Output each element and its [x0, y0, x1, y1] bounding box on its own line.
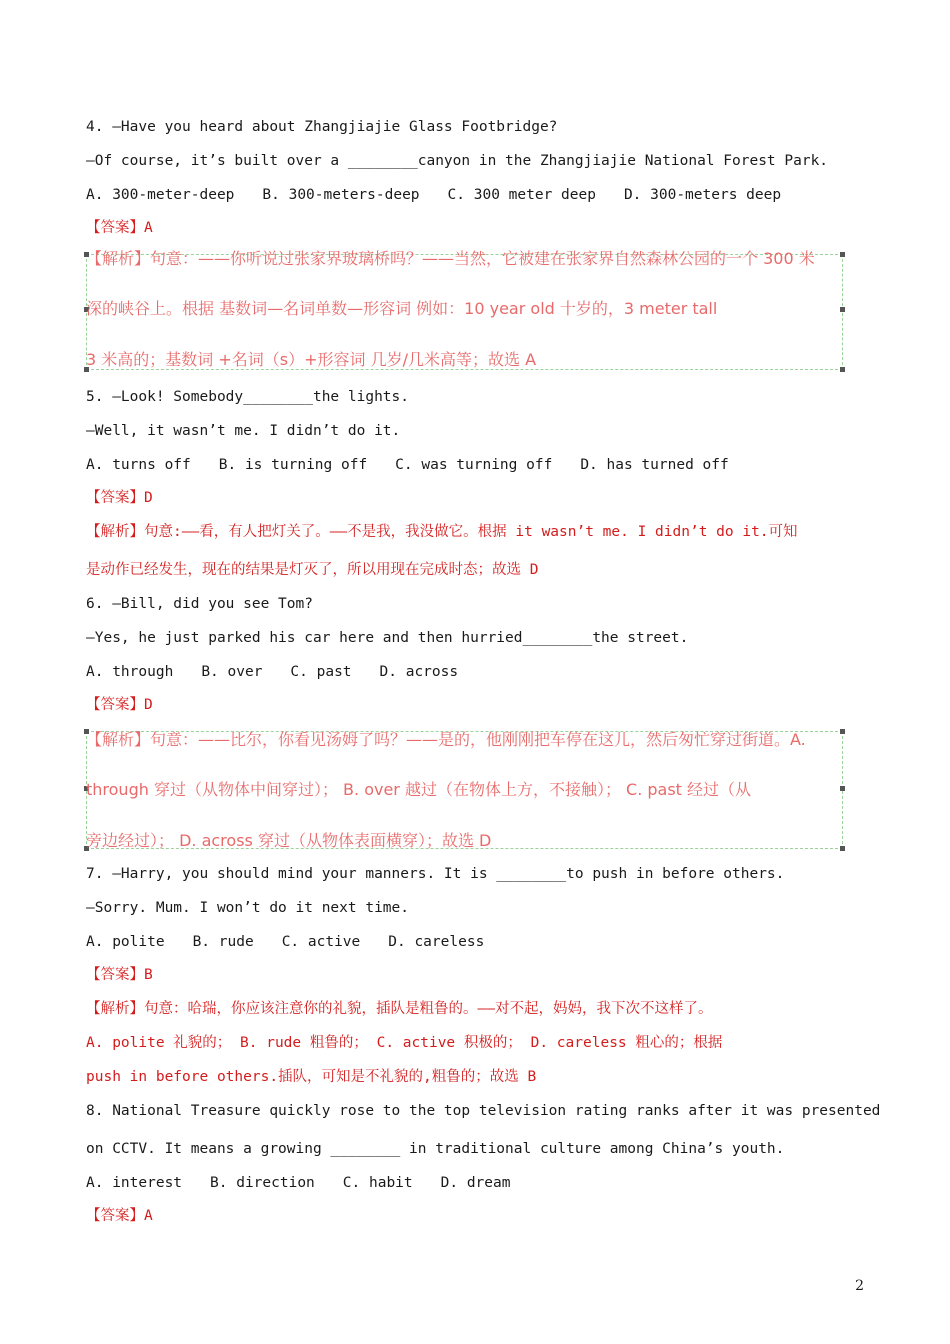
q8-option-d: D. dream [440, 1175, 511, 1191]
q8-answer [86, 1206, 153, 1226]
q7-option-d: D. careless [388, 934, 485, 950]
q6-answer-value: D [144, 697, 153, 713]
q4-option-a: A. 300-meter-deep [86, 187, 235, 203]
q8-answer-value: A [144, 1208, 153, 1224]
q6-option-a: A. through [86, 664, 174, 680]
page-number: 2 [855, 1278, 864, 1294]
q5-answer [86, 488, 153, 508]
q6-option-b: B. over [201, 664, 263, 680]
q7-question: 7. —Harry, you should mind your manners. It is ________to push in before others. [86, 866, 785, 882]
q5-analysis-line-1: 【解析】句意:——看，有人把灯关了。——不是我，我没做它。根据 it wasn’t me. I didn’t do it.可知 [86, 524, 798, 540]
q7-answer-value: B [144, 967, 153, 983]
q4-question: 4. —Have you heard about Zhangjiajie Glass Footbridge? [86, 119, 558, 135]
q5-options [86, 455, 757, 475]
q6-analysis-line-1: 【解析】句意：——比尔，你看见汤姆了吗？——是的，他刚刚把车停在这儿，然后匆忙穿过街道。A. [86, 730, 806, 749]
q6-option-c: C. past [290, 664, 352, 680]
q7-reply: —Sorry. Mum. I won’t do it next time. [86, 900, 410, 916]
q4-options [86, 185, 809, 205]
q5-option-c: C. was turning off [395, 457, 553, 473]
q8-option-b: B. direction [210, 1175, 315, 1191]
q4-analysis-line-3: 3 米高的；基数词 +名词（s）+形容词 几岁/几米高等；故选 A [86, 350, 537, 369]
q7-answer-tag: 【答案】 [86, 967, 144, 983]
q5-answer-tag: 【答案】 [86, 490, 144, 506]
q4-option-b: B. 300-meters-deep [262, 187, 420, 203]
q8-option-c: C. habit [342, 1175, 413, 1191]
q5-option-a: A. turns off [86, 457, 191, 473]
q4-option-d: D. 300-meters deep [623, 187, 782, 203]
q7-analysis-line-1: 【解析】句意：哈瑞，你应该注意你的礼貌，插队是粗鲁的。——对不起，妈妈，我下次不这样了。 [86, 1001, 713, 1017]
q7-option-c: C. active [281, 934, 361, 950]
q4-option-c: C. 300 meter deep [447, 187, 596, 203]
q8-option-a: A. interest [86, 1175, 183, 1191]
q4-answer [86, 218, 153, 238]
q6-analysis-line-3: 旁边经过）； D. across 穿过（从物体表面横穿）；故选 D [86, 831, 492, 850]
q7-option-b: B. rude [192, 934, 254, 950]
q8-question: 8. National Treasure quickly rose to the top television rating ranks after it was presented [86, 1103, 881, 1119]
q6-answer-tag: 【答案】 [86, 697, 144, 713]
q6-question: 6. —Bill, did you see Tom? [86, 596, 313, 612]
q4-answer-value: A [144, 220, 153, 236]
q8-question-cont: on CCTV. It means a growing ________ in traditional culture among China’s youth. [86, 1141, 785, 1157]
q5-option-d: D. has turned off [580, 457, 729, 473]
q5-option-b: B. is turning off [218, 457, 368, 473]
q5-question: 5. —Look! Somebody________the lights. [86, 389, 410, 405]
q4-answer-tag: 【答案】 [86, 220, 144, 236]
q6-options [86, 662, 486, 682]
q7-options [86, 932, 512, 952]
q6-analysis-line-2: through 穿过（从物体中间穿过）； B. over 越过（在物体上方，不接触）； C. past 经过（从 [86, 780, 752, 799]
q8-options [86, 1173, 538, 1193]
q4-reply: —Of course, it’s built over a ________canyon in the Zhangjiajie National Forest Park. [86, 153, 829, 169]
q7-analysis-line-2: A. polite 礼貌的； B. rude 粗鲁的； C. active 积极的； D. careless 粗心的；根据 [86, 1035, 723, 1051]
q5-analysis-line-2: 是动作已经发生，现在的结果是灯灭了，所以用现在完成时态；故选 D [86, 562, 539, 578]
q7-analysis-line-3: push in before others.插队，可知是不礼貌的,粗鲁的；故选 B [86, 1069, 537, 1085]
q6-option-d: D. across [379, 664, 459, 680]
q5-answer-value: D [144, 490, 153, 506]
q5-reply: —Well, it wasn’t me. I didn’t do it. [86, 423, 401, 439]
q7-answer [86, 965, 153, 985]
q4-analysis-line-2: 深的峡谷上。根据 基数词—名词单数—形容词 例如：10 year old 十岁的，3 meter tall [86, 299, 718, 318]
q7-option-a: A. polite [86, 934, 165, 950]
q8-answer-tag: 【答案】 [86, 1208, 144, 1224]
q6-reply: —Yes, he just parked his car here and then hurried________the street. [86, 630, 689, 646]
q4-analysis-line-1: 【解析】句意：——你听说过张家界玻璃桥吗？——当然，它被建在张家界自然森林公园的一个 300 米 [86, 249, 815, 268]
q6-answer [86, 695, 153, 715]
